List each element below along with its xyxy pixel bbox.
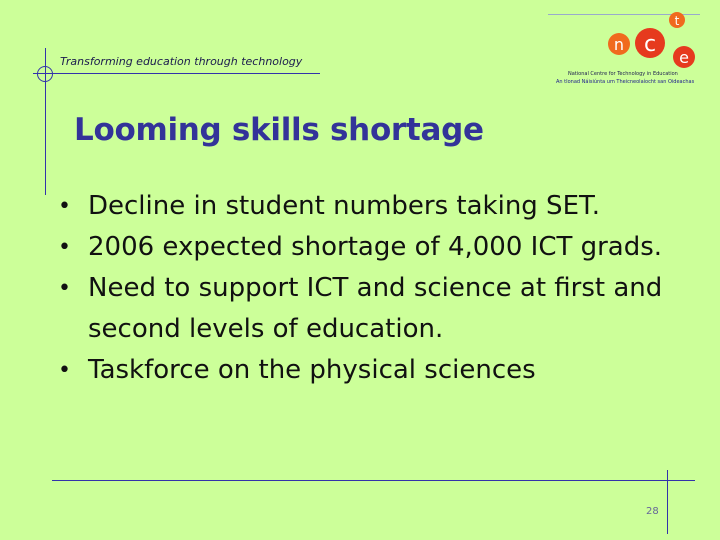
bullet-symbol: • [58,276,71,301]
logo-letter-e-text: e [679,48,689,67]
bullet-text: Need to support ICT and science at first and second levels of education. [88,273,663,344]
logo-letter-t-text: t [674,14,680,28]
logo-letter-c-text: c [643,32,657,57]
bullet-item [58,227,678,268]
slide-title: Looming skills shortage [74,112,484,148]
bullet-symbol: • [58,194,71,219]
bullet-item [58,350,678,391]
bullet-symbol: • [58,358,71,383]
bullet-symbol: • [58,235,71,260]
footer-rule [52,480,695,481]
logo-letter-t [669,12,685,28]
footer-right-rule [667,470,668,534]
header-tagline: Transforming education through technology [60,55,303,68]
logo-subtitle-english: National Centre for Technology in Education [568,71,678,77]
bullet-item [58,268,678,350]
logo-letter-n [608,33,630,55]
page-number: 28 [646,506,659,517]
ncte-logo [552,10,712,90]
bullet-text: Taskforce on the physical sciences [88,355,536,385]
logo-letter-n-text: n [613,35,625,54]
logo-letter-c [635,28,665,58]
logo-letter-e [673,46,695,68]
bullet-item [58,186,678,227]
bullet-text: 2006 expected shortage of 4,000 ICT grads. [88,232,663,262]
logo-subtitle-irish: An tIonad Náisiúnta um Theicneolaíocht san Oideachas [556,79,695,85]
bullet-list [58,186,678,391]
header-rule [33,73,320,74]
crosshair-ornament [37,66,53,82]
bullet-text: Decline in student numbers taking SET. [88,191,601,221]
